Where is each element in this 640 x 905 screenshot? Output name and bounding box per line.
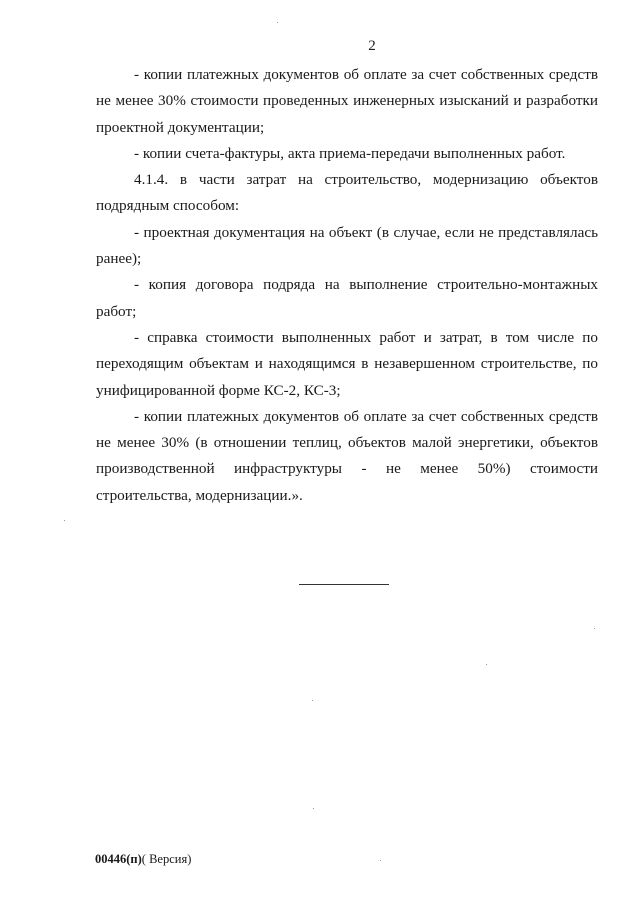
paragraph-cost-certificate: - справка стоимости выполненных работ и затрат, в том числе по переходящим объектам и находящимся в незавершенном строительстве, по унифицированной форме КС-2, КС-3; — [96, 328, 598, 399]
paragraph-section-4-1-4: 4.1.4. в части затрат на строительство, модернизацию объектов подрядным способом: — [96, 171, 598, 215]
separator-line — [299, 584, 389, 585]
paragraph-contract-copy: - копия договора подряда на выполнение строительно-монтажных работ; — [96, 276, 598, 320]
scan-speck — [486, 664, 487, 665]
scan-speck — [277, 22, 278, 23]
footer-document-code — [95, 852, 191, 867]
paragraph-payment-docs-design: - копии платежных документов об оплате за счет собственных средств не менее 30% стоимости проведенных инженерных изысканий и разработки проектной документации; — [96, 66, 598, 136]
footer-version-label: ( Версия) — [141, 852, 192, 866]
document-body — [96, 62, 598, 509]
paragraph-project-docs: - проектная документация на объект (в случае, если не представлялась ранее); — [96, 223, 598, 268]
scan-speck — [594, 628, 595, 629]
paragraph-payment-docs-construction: - копии платежных документов об оплате за счет собственных средств не менее 30% (в отношении теплиц, объектов малой энергетики, объектов производственной инфраструктуры - не менее 50%) стоимости строительства, модернизации.». — [96, 407, 598, 504]
scan-speck — [312, 700, 313, 701]
scan-speck — [313, 808, 314, 809]
paragraph-invoice-copies: - копии счета-фактуры, акта приема-передачи выполненных работ. — [134, 144, 566, 162]
scan-speck — [380, 860, 381, 861]
page-number: 2 — [368, 38, 376, 54]
scan-speck — [64, 520, 65, 521]
footer-code-number: 00446(п) — [95, 852, 142, 866]
